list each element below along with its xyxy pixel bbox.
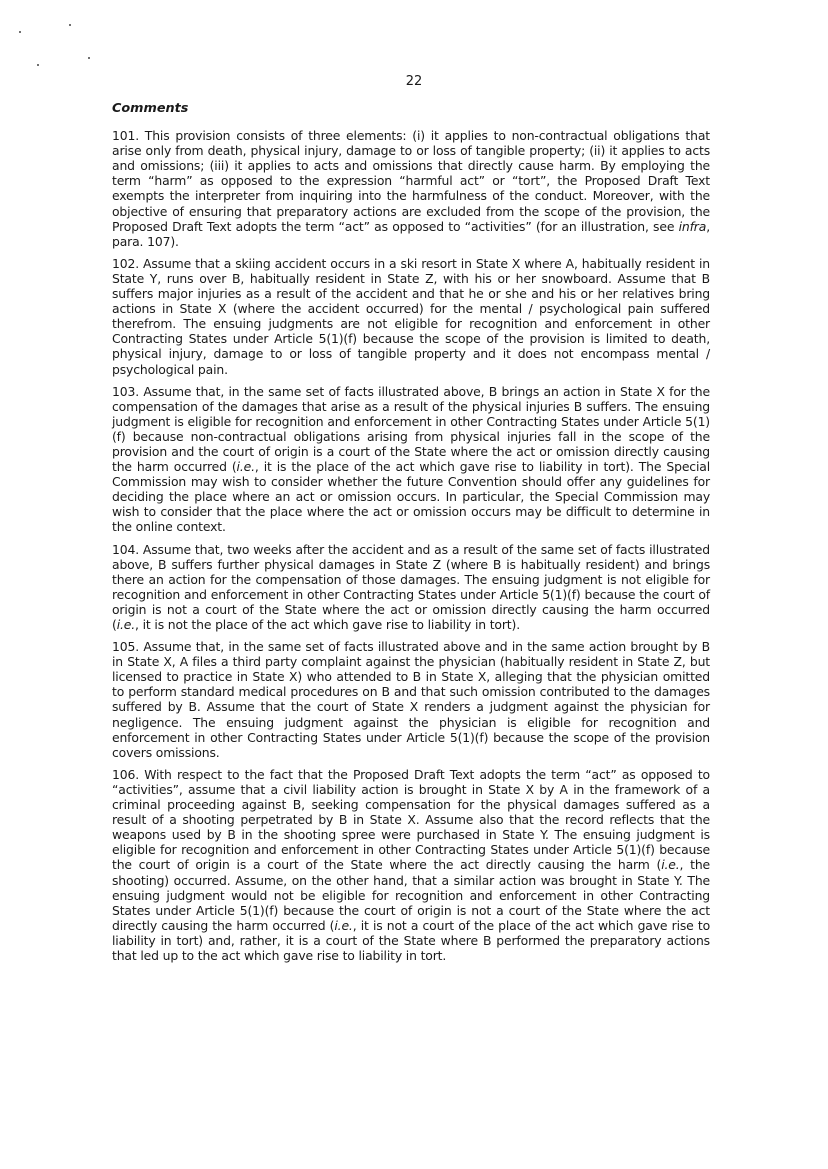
italic-text: infra — [678, 218, 707, 234]
paragraph-text: 102. Assume that a skiing accident occurs in a ski resort in State X where A, habitually resident in State Y, runs over B, habitually resident in State Z, with his or her snowboard. Assume that B suffers major injuries as a result of the accident and that he or she and his or her relatives bring actions in State X (where the accident occurred) for the mental / psychological pain suffered therefrom. The ensuing judgments are not eligible for recognition and enforcement in other Contracting States under Article 5(1)(f) because the scope of the provision is limited to death, physical injury, damage to or loss of tangible property and it does not encompass mental / psychological pain. — [112, 255, 710, 377]
italic-text: i.e. — [334, 917, 353, 933]
paragraph-text: 105. Assume that, in the same set of facts illustrated above and in the same action brought by B in State X, A files a third party complaint against the physician (habitually resident in State Z, but licensed to practice in State X) who attended to B in State X, alleging that the physician omitted to perform standard medical procedures on B and that such omission contributed to the damages suffered by B. Assume that the court of State X renders a judgment against the physician for negligence. The ensuing judgment against the physician is eligible for recognition and enforcement in other Contracting States under Article 5(1)(f) because the scope of the provision covers omissions. — [112, 639, 710, 760]
paragraph-103 — [112, 384, 710, 535]
scan-speck — [37, 64, 39, 66]
paragraph-text: , it is not the place of the act which gave rise to liability in tort). — [135, 617, 520, 632]
section-heading: Comments — [112, 101, 189, 116]
italic-text: i.e. — [116, 617, 136, 632]
scan-speck — [88, 57, 90, 59]
italic-text: i.e. — [661, 857, 680, 873]
scan-speck — [69, 24, 71, 26]
paragraph-text: , the shooting) occurred. Assume, on the other hand, that a similar action was brought in State Y. The ensuing judgment would not be eligible for recognition and enforcement in other Contracting States under Article 5(1)(f) because the court of origin is not a court of the State where the act directly causing the harm occurred ( — [112, 857, 711, 933]
paragraph-text: 103. Assume that, in the same set of facts illustrated above, B brings an action in State X for the compensation of the damages that arise as a result of the physical injuries B suffers. The ensuing judgment is eligible for recognition and enforcement in other Contracting States under Article 5(1)(f) because non-contractual obligations arising from physical injuries fall in the scope of the provision and the court of origin is a court of the State where the act or omission directly causing the harm occurred ( — [112, 383, 710, 475]
paragraph-105 — [112, 639, 710, 760]
scan-speck — [19, 31, 21, 33]
page-number: 22 — [405, 74, 423, 89]
paragraph-104 — [112, 542, 710, 633]
paragraph-text: 106. With respect to the fact that the Proposed Draft Text adopts the term “act” as opposed to “activities”, assume that a civil liability action is brought in State X by A in the framework of a criminal proceeding against B, seeking compensation for the physical damages suffered as a result of a shooting perpetrated by B in State X. Assume also that the record reflects that the weapons used by B in the shooting spree were purchased in State Y. The ensuing judgment is eligible for recognition and enforcement in other Contracting States under Article 5(1)(f) because the court of origin is a court of the State where the act directly causing the harm ( — [112, 766, 710, 873]
paragraph-text: , para. 107). — [112, 218, 710, 249]
paragraph-101 — [112, 128, 710, 249]
paragraph-text: , it is the place of the act which gave rise to liability in tort). The Special Commission may wish to consider whether the future Convention should offer any guidelines for deciding the place where an act or omission occurs. In particular, the Special Commission may wish to consider that the place where the act or omission occurs may be difficult to determine in the online context. — [112, 459, 710, 535]
document-body — [112, 101, 710, 970]
paragraph-text: 104. Assume that, two weeks after the accident and as a result of the same set of facts illustrated above, B suffers further physical damages in State Z (where B is habitually resident) and brings there an action for the compensation of those damages. The ensuing judgment is not eligible for recognition and enforcement in other Contracting States under Article 5(1)(f) because the court of origin is not a court of the State where the act or omission directly causing the harm occurred ( — [112, 541, 710, 632]
paragraph-text: , it is not a court of the place of the act which gave rise to liability in tort) and, rather, it is a court of the State where B performed the preparatory actions that led up to the act which gave rise to liability in tort. — [112, 917, 710, 963]
italic-text: i.e. — [236, 459, 255, 475]
paragraph-106 — [112, 767, 710, 963]
paragraph-text: 101. This provision consists of three elements: (i) it applies to non-contractual obligations that arise only from death, physical injury, damage to or loss of tangible property; (ii) it applies to acts and omissions; (iii) it applies to acts and omissions that directly cause harm. By employing the term “harm” as opposed to the expression “harmful act” or “tort”, the Proposed Draft Text exempts the interpreter from inquiring into the harmfulness of the conduct. Moreover, with the objective of ensuring that preparatory actions are excluded from the scope of the provision, the Proposed Draft Text adopts the term “act” as opposed to “activities” (for an illustration, see — [112, 128, 710, 234]
paragraph-102 — [112, 256, 710, 377]
